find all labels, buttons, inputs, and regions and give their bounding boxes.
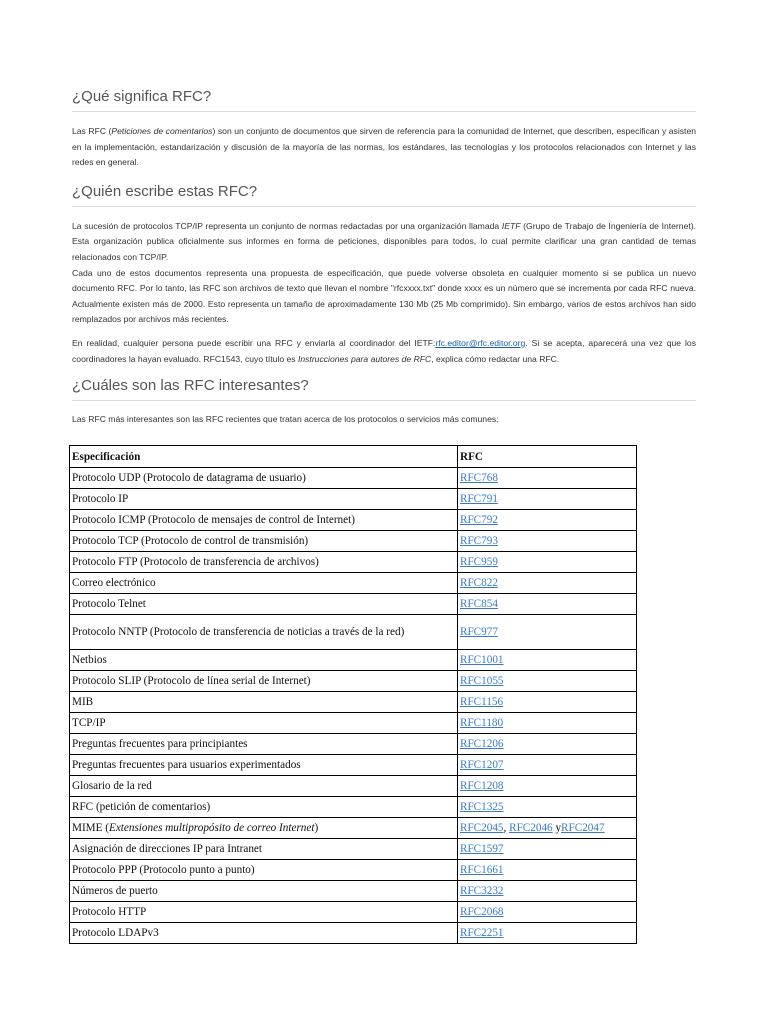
heading-que-significa-rfc: ¿Qué significa RFC? — [72, 88, 696, 112]
text-run: La sucesión de protocolos TCP/IP representa un conjunto de normas redactadas por una organización llamada — [72, 220, 502, 231]
rfc-link[interactable]: RFC822 — [460, 577, 498, 589]
text-run: Correo electrónico — [72, 577, 156, 589]
table-row — [70, 573, 637, 594]
cell-specification — [70, 671, 458, 692]
rfc-table — [69, 445, 637, 944]
cell-rfc — [458, 923, 637, 944]
paragraph-table-intro — [72, 412, 696, 428]
rfc-link[interactable]: RFC959 — [460, 556, 498, 568]
rfc-link[interactable]: RFC1001 — [460, 654, 504, 666]
paragraph-submit-rfc — [72, 336, 696, 367]
text-run: Las RFC más interesantes son las RFC recientes que tratan acerca de los protocolos o servicios más comunes: — [72, 414, 499, 425]
rfc-link[interactable]: RFC2251 — [460, 927, 504, 939]
cell-specification — [70, 797, 458, 818]
text-run: Protocolo ICMP (Protocolo de mensajes de control de Internet) — [72, 514, 355, 526]
table-row — [70, 776, 637, 797]
cell-specification — [70, 755, 458, 776]
cell-rfc — [458, 734, 637, 755]
table-row — [70, 755, 637, 776]
cell-rfc — [458, 594, 637, 615]
paragraph-ietf-description — [72, 219, 696, 328]
table-row — [70, 594, 637, 615]
cell-specification — [70, 881, 458, 902]
text-run: Glosario de la red — [72, 780, 152, 792]
rfc-link[interactable]: RFC1325 — [460, 801, 504, 813]
text-run: Preguntas frecuentes para principiantes — [72, 738, 248, 750]
rfc-link[interactable]: RFC792 — [460, 514, 498, 526]
italic-text: Extensiones multipropósito de correo Internet — [108, 822, 315, 834]
rfc-link[interactable]: RFC1206 — [460, 738, 504, 750]
italic-text: IETF — [501, 220, 521, 231]
cell-rfc — [458, 531, 637, 552]
text-run: y — [552, 822, 562, 834]
cell-specification — [70, 531, 458, 552]
text-run: (Grupo de Trabajo de Ingeniería de Internet). Esta organización publica oficialmente sus informes en forma de peticiones, disponibles para todos, lo cual permite clarificar una gran cantidad de temas relacionados con TCP/IP. — [72, 220, 696, 262]
table-row — [70, 552, 637, 573]
cell-specification — [70, 615, 458, 650]
text-run: Números de puerto — [72, 885, 158, 897]
cell-specification — [70, 489, 458, 510]
cell-rfc — [458, 776, 637, 797]
text-run: MIB — [72, 696, 94, 708]
cell-rfc — [458, 552, 637, 573]
rfc-link[interactable]: RFC1180 — [460, 717, 504, 729]
rfc-link[interactable]: RFC2068 — [460, 906, 504, 918]
italic-text: Instrucciones para autores de RFC — [297, 353, 432, 364]
rfc-link[interactable]: RFC2046 — [509, 822, 553, 834]
table-row — [70, 671, 637, 692]
paragraph-rfc-definition — [72, 124, 696, 171]
cell-rfc — [458, 902, 637, 923]
rfc-link[interactable]: RFC1055 — [460, 675, 504, 687]
table-row — [70, 531, 637, 552]
cell-specification — [70, 650, 458, 671]
cell-rfc — [458, 468, 637, 489]
table-row — [70, 860, 637, 881]
cell-rfc — [458, 573, 637, 594]
rfc-link[interactable]: RFC1207 — [460, 759, 504, 771]
cell-specification — [70, 734, 458, 755]
table-row — [70, 692, 637, 713]
email-link[interactable]: rfc.editor@rfc.editor.org — [435, 337, 526, 348]
cell-specification — [70, 902, 458, 923]
cell-specification — [70, 839, 458, 860]
text-run: Protocolo PPP (Protocolo punto a punto) — [72, 864, 255, 876]
table-row — [70, 902, 637, 923]
cell-rfc — [458, 650, 637, 671]
text-run: Netbios — [72, 654, 107, 666]
column-header-especificacion: Especificación — [70, 446, 458, 468]
text-run: Preguntas frecuentes para usuarios experimentados — [72, 759, 301, 771]
cell-rfc — [458, 692, 637, 713]
table-row — [70, 734, 637, 755]
text-run: Protocolo SLIP (Protocolo de línea serial de Internet) — [72, 675, 311, 687]
text-run: Asignación de direcciones IP para Intranet — [72, 843, 263, 855]
text-run: Protocolo NNTP (Protocolo de transferencia de noticias a través de la red) — [72, 626, 405, 638]
table-row — [70, 489, 637, 510]
text-run: Protocolo HTTP — [72, 906, 147, 918]
text-run: Protocolo FTP (Protocolo de transferencia de archivos) — [72, 556, 319, 568]
table-body — [70, 468, 637, 944]
cell-specification — [70, 923, 458, 944]
rfc-link[interactable]: RFC854 — [460, 598, 498, 610]
cell-specification — [70, 552, 458, 573]
cell-specification — [70, 468, 458, 489]
text-run: Protocolo UDP (Protocolo de datagrama de usuario) — [72, 472, 306, 484]
table-row — [70, 797, 637, 818]
heading-rfc-interesantes: ¿Cuáles son las RFC interesantes? — [72, 377, 696, 401]
rfc-link[interactable]: RFC768 — [460, 472, 498, 484]
text-run: Protocolo TCP (Protocolo de control de transmisión) — [72, 535, 309, 547]
cell-rfc — [458, 615, 637, 650]
rfc-link[interactable]: RFC2047 — [561, 822, 605, 834]
heading-quien-escribe: ¿Quién escribe estas RFC? — [72, 183, 696, 207]
cell-rfc — [458, 671, 637, 692]
cell-rfc — [458, 860, 637, 881]
table-row — [70, 713, 637, 734]
text-run: ) son un conjunto de documentos que sirven de referencia para la comunidad de Internet, que describen, especifican y asisten en la implementación, estandarización y discusión de la mayoría de las normas, los estándares, las tecnologías y los protocolos relacionados con Internet y las redes en general. — [72, 126, 697, 168]
cell-rfc — [458, 713, 637, 734]
text-run: , — [503, 822, 510, 834]
table-row — [70, 818, 637, 839]
table-row — [70, 881, 637, 902]
cell-rfc — [458, 881, 637, 902]
cell-rfc — [458, 489, 637, 510]
cell-specification — [70, 776, 458, 797]
rfc-link[interactable]: RFC1156 — [460, 696, 504, 708]
rfc-link[interactable]: RFC1661 — [460, 864, 504, 876]
text-run: MIME ( — [72, 822, 109, 834]
text-run: En realidad, cualquier persona puede escribir una RFC y enviarla al coordinador del IETF: — [72, 337, 436, 348]
cell-rfc — [458, 510, 637, 531]
text-run: ) — [314, 822, 319, 834]
table-row — [70, 923, 637, 944]
text-run: Protocolo LDAPv3 — [72, 927, 159, 939]
rfc-link[interactable]: RFC3232 — [460, 885, 504, 897]
cell-specification — [70, 692, 458, 713]
table-row — [70, 510, 637, 531]
cell-specification — [70, 860, 458, 881]
rfc-link[interactable]: RFC1597 — [460, 843, 504, 855]
text-run: , explica cómo redactar una RFC. — [431, 353, 560, 364]
table-row — [70, 468, 637, 489]
cell-specification — [70, 573, 458, 594]
cell-rfc — [458, 818, 637, 839]
text-run: Las RFC ( — [72, 126, 112, 136]
text-run: Protocolo Telnet — [72, 598, 146, 610]
cell-specification — [70, 594, 458, 615]
text-run: Cada uno de estos documentos representa una propuesta de especificación, que puede volverse obsoleta en cualquier momento si se publica un nuevo documento RFC. Por lo tanto, las RFC son archivos de texto que llevan el nombre "rfcxxxx.txt" donde xxxx es un número que se incrementa por cada RFC nueva. Actualmente existen más de 2000. Esto representa un tamaño de aproximadamente 130 Mb (25 Mb comprimido). Sin embargo, varios de estos archivos han sido remplazados por archivos más recientes. — [72, 267, 696, 325]
text-run: . Si se acepta, aparecerá una vez que los coordinadores la hayan evaluado. RFC1543, cuyo título es — [72, 337, 696, 364]
table-row — [70, 839, 637, 860]
rfc-link[interactable]: RFC977 — [460, 626, 498, 638]
cell-specification — [70, 510, 458, 531]
rfc-link[interactable]: RFC1208 — [460, 780, 504, 792]
table-header-row — [70, 446, 637, 468]
article-body — [72, 88, 696, 428]
cell-rfc — [458, 839, 637, 860]
cell-rfc — [458, 797, 637, 818]
rfc-link[interactable]: RFC791 — [460, 493, 498, 505]
cell-specification — [70, 818, 458, 839]
cell-rfc — [458, 755, 637, 776]
table-row — [70, 615, 637, 650]
text-run: TCP/IP — [72, 717, 106, 729]
text-run: Protocolo IP — [72, 493, 129, 505]
table-row — [70, 650, 637, 671]
column-header-rfc: RFC — [458, 446, 637, 468]
cell-specification — [70, 713, 458, 734]
italic-text: Peticiones de comentarios — [111, 126, 213, 136]
text-run: RFC (petición de comentarios) — [72, 801, 211, 813]
rfc-link[interactable]: RFC793 — [460, 535, 498, 547]
rfc-link[interactable]: RFC2045 — [460, 822, 504, 834]
